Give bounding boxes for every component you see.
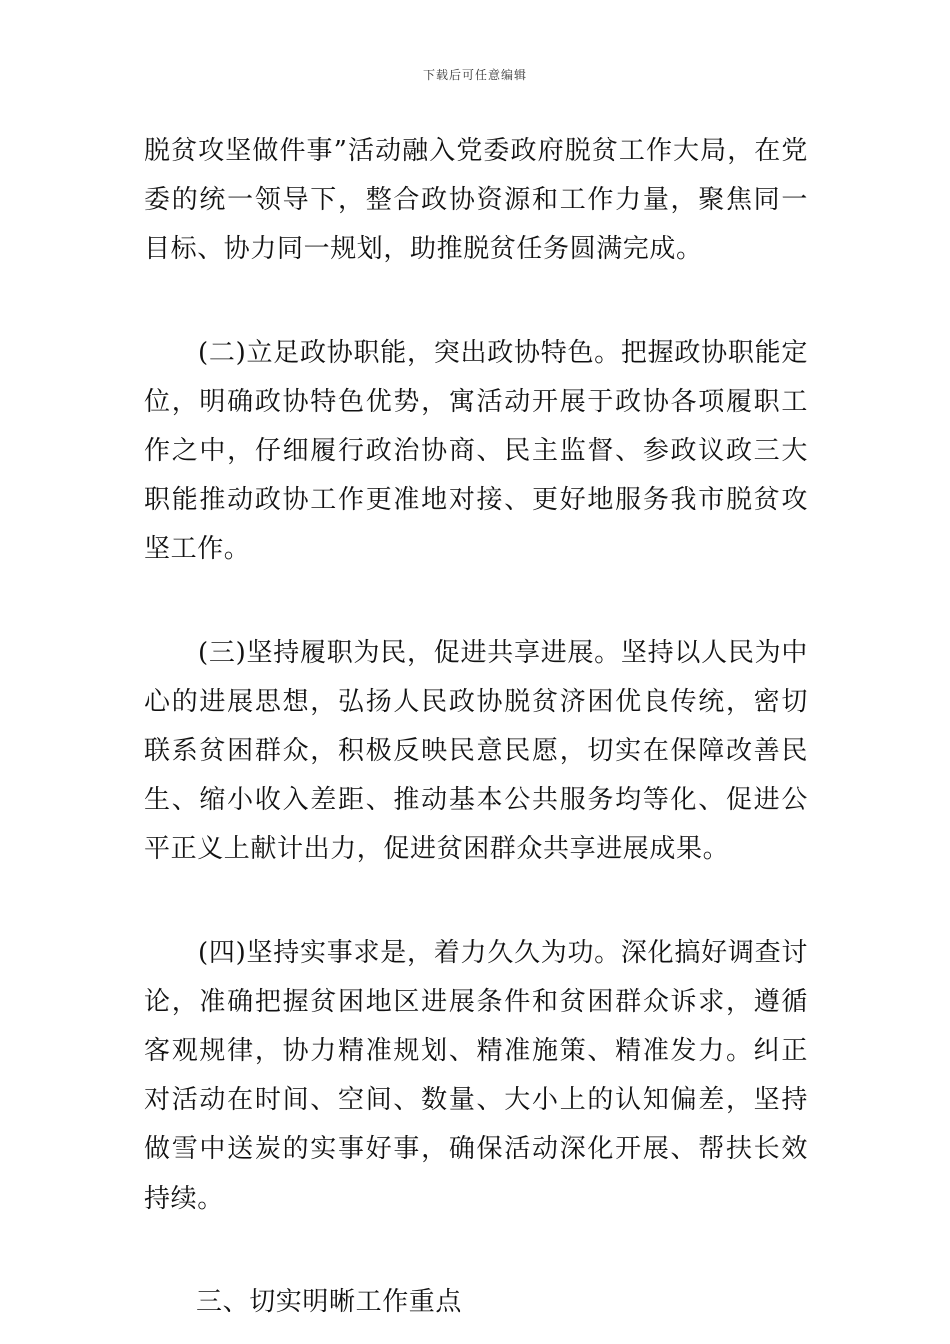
- paragraph-gap: [144, 1224, 808, 1278]
- paragraph-item-2: (二)立足政协职能，突出政协特色。把握政协职能定位，明确政协特色优势，寓活动开展于政协各项履职工作之中，仔细履行政治协商、民主监督、参政议政三大职能推动政协工作更准地对接、更好地服务我市脱贫攻坚工作。: [144, 337, 808, 565]
- document-body: [144, 127, 808, 1327]
- section-heading: 三、切实明晰工作重点: [196, 1286, 463, 1317]
- paragraph-continuation: 脱贫攻坚做件事”活动融入党委政府脱贫工作大局，在党委的统一领导下，整合政协资源和工作力量，聚焦同一目标、协力同一规划，助推脱贫任务圆满完成。: [144, 136, 808, 265]
- paragraph-item-3: (三)坚持履职为民，促进共享进展。坚持以人民为中心的进展思想，弘扬人民政协脱贫济困优良传统，密切联系贫困群众，积极反映民意民愿，切实在保障改善民生、缩小收入差距、推动基本公共服务均等化、促进公平正义上献计出力，促进贫困群众共享进展成果。: [144, 637, 808, 865]
- paragraph-gap: [144, 875, 808, 929]
- paragraph-gap: [144, 275, 808, 329]
- paragraph-item-4: (四)坚持实事求是，着力久久为功。深化搞好调查讨论，准确把握贫困地区进展条件和贫困群众诉求，遵循客观规律，协力精准规划、精准施策、精准发力。纠正对活动在时间、空间、数量、大小上的认知偏差，坚持做雪中送炭的实事好事，确保活动深化开展、帮扶长效持续。: [144, 937, 808, 1214]
- paragraph-gap: [144, 575, 808, 629]
- page-header-note: 下载后可任意编辑: [422, 68, 527, 82]
